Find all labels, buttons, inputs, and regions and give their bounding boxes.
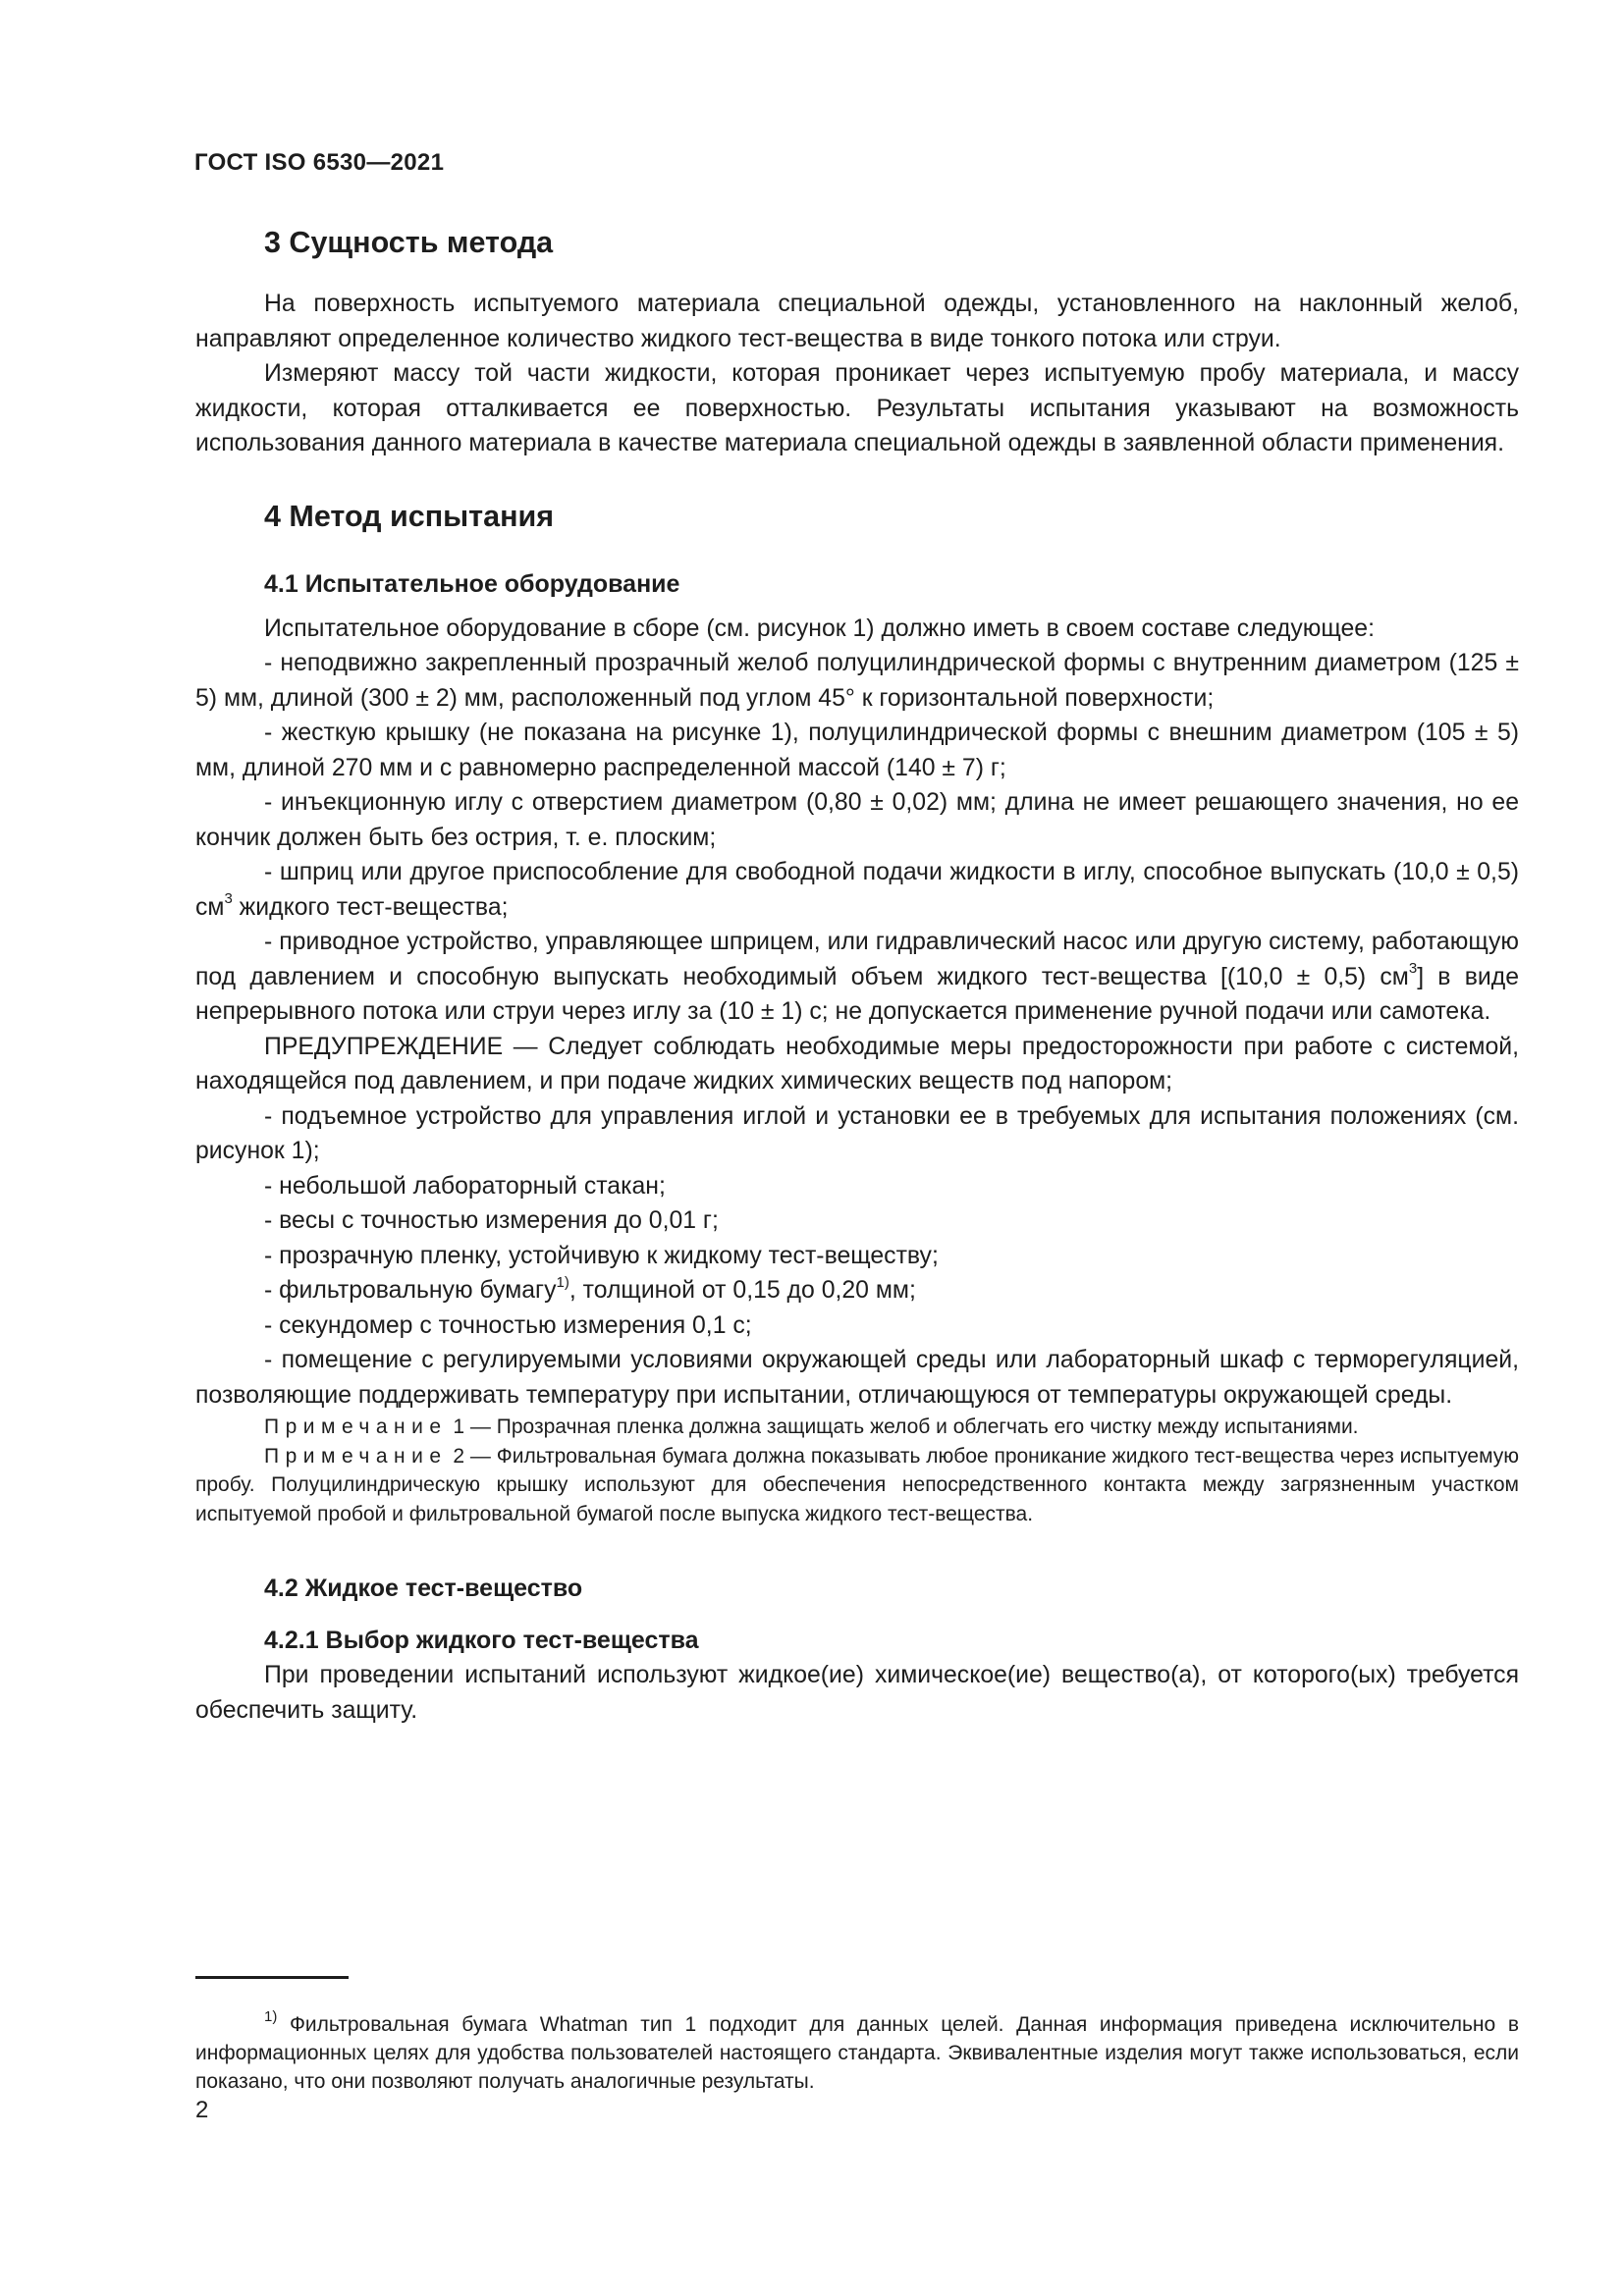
equipment-intro: Испытательное оборудование в сборе (см. рисунок 1) должно иметь в своем составе следующее: bbox=[264, 614, 1375, 642]
drive-text-a: - приводное устройство, управляющее шприцем, или гидравлический насос или другую систему, работающую под давлением и способную выпускать необходимый объем жидкого тест-вещества [(10,0 ± 0,5) см bbox=[195, 929, 1519, 990]
warning-text: ПРЕДУПРЕЖДЕНИЕ — Следует соблюдать необходимые меры предосторожности при работе с системой, находящейся под давлением, и при подаче жидких химических веществ под напором; bbox=[195, 1033, 1519, 1095]
equipment-item-chute: - неподвижно закрепленный прозрачный желоб полуцилиндрической формы с внутренним диаметром (125 ± 5) мм, длиной (300 ± 2) мм, расположенный под углом 45° к горизонтальной поверхности; bbox=[195, 650, 1519, 712]
filter-paper-text-a: - фильтровальную бумагу bbox=[264, 1277, 557, 1304]
subsection-4-1-title: 4.1 Испытательное оборудование bbox=[264, 569, 680, 598]
page-content bbox=[195, 224, 1519, 1728]
equipment-item-filter-paper bbox=[195, 1273, 1519, 1308]
drive-text-b: ] в виде непрерывного потока или струи через иглу за (10 ± 1) с; не допускается применение ручной подачи или самотека. bbox=[195, 963, 1519, 1025]
syringe-superscript: 3 bbox=[224, 890, 233, 908]
section-4-title: 4 Метод испытания bbox=[264, 499, 555, 533]
footnote-divider bbox=[195, 1976, 349, 1979]
equipment-item-film: - прозрачную пленку, устойчивую к жидкому тест-веществу; bbox=[264, 1242, 939, 1269]
equipment-item-beaker: - небольшой лабораторный стакан; bbox=[264, 1172, 666, 1200]
equipment-item-scales: - весы с точностью измерения до 0,01 г; bbox=[264, 1207, 719, 1234]
subsection-4-2-1-title: 4.2.1 Выбор жидкого тест-вещества bbox=[264, 1627, 699, 1654]
drive-superscript: 3 bbox=[1408, 960, 1418, 978]
equipment-item-drive bbox=[195, 925, 1519, 1030]
subsection-4-2-1-text: При проведении испытаний используют жидкое(ие) химическое(ие) вещество(а), от которого(ых) требуется обеспечить защиту. bbox=[195, 1662, 1519, 1724]
equipment-item-cover: - жесткую крышку (не показана на рисунке 1), полуцилиндрической формы с внешним диаметром (105 ± 5) мм, длиной 270 мм и с равномерно распределенной массой (140 ± 7) г; bbox=[195, 720, 1519, 781]
note-1 bbox=[195, 1413, 1519, 1442]
footnote bbox=[195, 2010, 1519, 2096]
note-2-text: 2 — Фильтровальная бумага должна показывать любое проникание жидкого тест-вещества через испытуемую пробу. Полуцилиндрическую крышку используют для обеспечения непосредственного контакта между загрязненным участком испытуемой пробой и фильтровальной бумагой после выпуска жидкого тест-вещества. bbox=[195, 1444, 1519, 1525]
filter-paper-text-b: , толщиной от 0,15 до 0,20 мм; bbox=[568, 1277, 916, 1304]
equipment-item-syringe bbox=[195, 855, 1519, 925]
syringe-text-b: жидкого тест-вещества; bbox=[232, 893, 509, 921]
equipment-item-room: - помещение с регулируемыми условиями окружающей среды или лабораторный шкаф с терморегуляцией, позволяющие поддерживать температуру при испытании, отличающуюся от температуры окружающей среды. bbox=[195, 1347, 1519, 1409]
page-number: 2 bbox=[195, 2097, 209, 2123]
syringe-text-a: - шприц или другое приспособление для свободной подачи жидкости в иглу, способное выпускать (10,0 ± 0,5) см bbox=[195, 859, 1519, 921]
equipment-item-needle: - инъекционную иглу с отверстием диаметром (0,80 ± 0,02) мм; длина не имеет решающего значения, но ее кончик должен быть без острия, т. е. плоским; bbox=[195, 789, 1519, 851]
section-3-paragraph-2: Измеряют массу той части жидкости, которая проникает через испытуемую пробу материала, и массу жидкости, которая отталкивается ее поверхностью. Результаты испытания указывают на возможность использования данного материала в качестве материала специальной одежды в заявленной области применения. bbox=[195, 360, 1519, 456]
note-2 bbox=[195, 1442, 1519, 1529]
subsection-4-2-title: 4.2 Жидкое тест-вещество bbox=[264, 1575, 583, 1602]
note-2-label: Примечание bbox=[264, 1444, 448, 1468]
note-1-text: 1 — Прозрачная пленка должна защищать желоб и облегчать его чистку между испытаниями. bbox=[447, 1415, 1359, 1438]
section-3-paragraph-1: На поверхность испытуемого материала специальной одежды, установленного на наклонный желоб, направляют определенное количество жидкого тест-вещества в виде тонкого потока или струи. bbox=[195, 291, 1519, 352]
equipment-item-stopwatch: - секундомер с точностью измерения 0,1 с; bbox=[264, 1311, 752, 1339]
equipment-item-lifting-device: - подъемное устройство для управления иглой и установки ее в требуемых для испытания положениях (см. рисунок 1); bbox=[195, 1102, 1519, 1164]
note-1-label: Примечание bbox=[264, 1415, 448, 1438]
footnote-text: Фильтровальная бумага Whatman тип 1 подходит для данных целей. Данная информация приведена исключительно в информационных целях для удобства пользователей настоящего стандарта. Эквивалентные изделия могут также использоваться, если показано, что они позволяют получать аналогичные результаты. bbox=[195, 2013, 1519, 2093]
footnote-marker: 1) bbox=[264, 2008, 278, 2025]
section-3-title: 3 Сущность метода bbox=[264, 226, 554, 259]
document-header: ГОСТ ISO 6530—2021 bbox=[194, 149, 445, 176]
footnote-reference: 1) bbox=[556, 1273, 569, 1291]
